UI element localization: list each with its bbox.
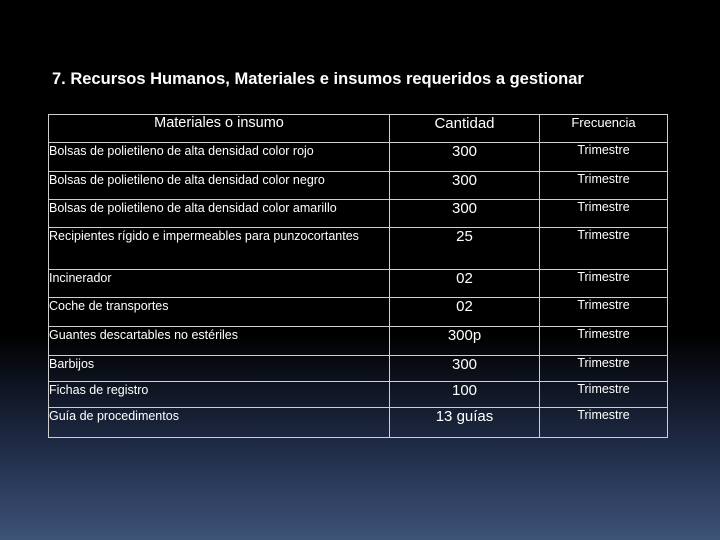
quantity-cell: 25 (390, 228, 540, 270)
table-row (49, 143, 668, 172)
header-frequency: Frecuencia (540, 115, 668, 143)
frequency-cell: Trimestre (540, 327, 668, 356)
frequency-cell: Trimestre (540, 382, 668, 408)
frequency-cell: Trimestre (540, 143, 668, 172)
table-row (49, 382, 668, 408)
table-row (49, 172, 668, 200)
material-cell: Fichas de registro (49, 382, 390, 408)
quantity-cell: 02 (390, 270, 540, 298)
quantity-cell: 300 (390, 172, 540, 200)
material-cell: Bolsas de polietileno de alta densidad color rojo (49, 143, 390, 172)
quantity-cell: 300 (390, 143, 540, 172)
table-row (49, 228, 668, 270)
material-cell: Bolsas de polietileno de alta densidad color amarillo (49, 200, 390, 228)
table-row (49, 298, 668, 327)
material-cell: Bolsas de polietileno de alta densidad color negro (49, 172, 390, 200)
material-cell: Guantes descartables no estériles (49, 327, 390, 356)
frequency-cell: Trimestre (540, 228, 668, 270)
material-cell: Recipientes rígido e impermeables para punzocortantes (49, 228, 390, 270)
quantity-cell: 02 (390, 298, 540, 327)
table-row (49, 356, 668, 382)
material-cell: Incinerador (49, 270, 390, 298)
quantity-cell: 300 (390, 356, 540, 382)
material-cell: Guía de procedimentos (49, 408, 390, 438)
table-row (49, 327, 668, 356)
table-row (49, 408, 668, 438)
page-title: 7. Recursos Humanos, Materiales e insumos requeridos a gestionar (52, 70, 584, 88)
frequency-cell: Trimestre (540, 298, 668, 327)
header-quantity: Cantidad (390, 115, 540, 143)
frequency-cell: Trimestre (540, 200, 668, 228)
header-materials: Materiales o insumo (49, 115, 390, 143)
material-cell: Coche de transportes (49, 298, 390, 327)
frequency-cell: Trimestre (540, 356, 668, 382)
frequency-cell: Trimestre (540, 172, 668, 200)
material-cell: Barbijos (49, 356, 390, 382)
resources-table (48, 114, 668, 438)
quantity-cell: 300p (390, 327, 540, 356)
quantity-cell: 300 (390, 200, 540, 228)
quantity-cell: 100 (390, 382, 540, 408)
table-header-row (49, 115, 668, 143)
frequency-cell: Trimestre (540, 270, 668, 298)
quantity-cell: 13 guías (390, 408, 540, 438)
table-row (49, 200, 668, 228)
table-row (49, 270, 668, 298)
frequency-cell: Trimestre (540, 408, 668, 438)
